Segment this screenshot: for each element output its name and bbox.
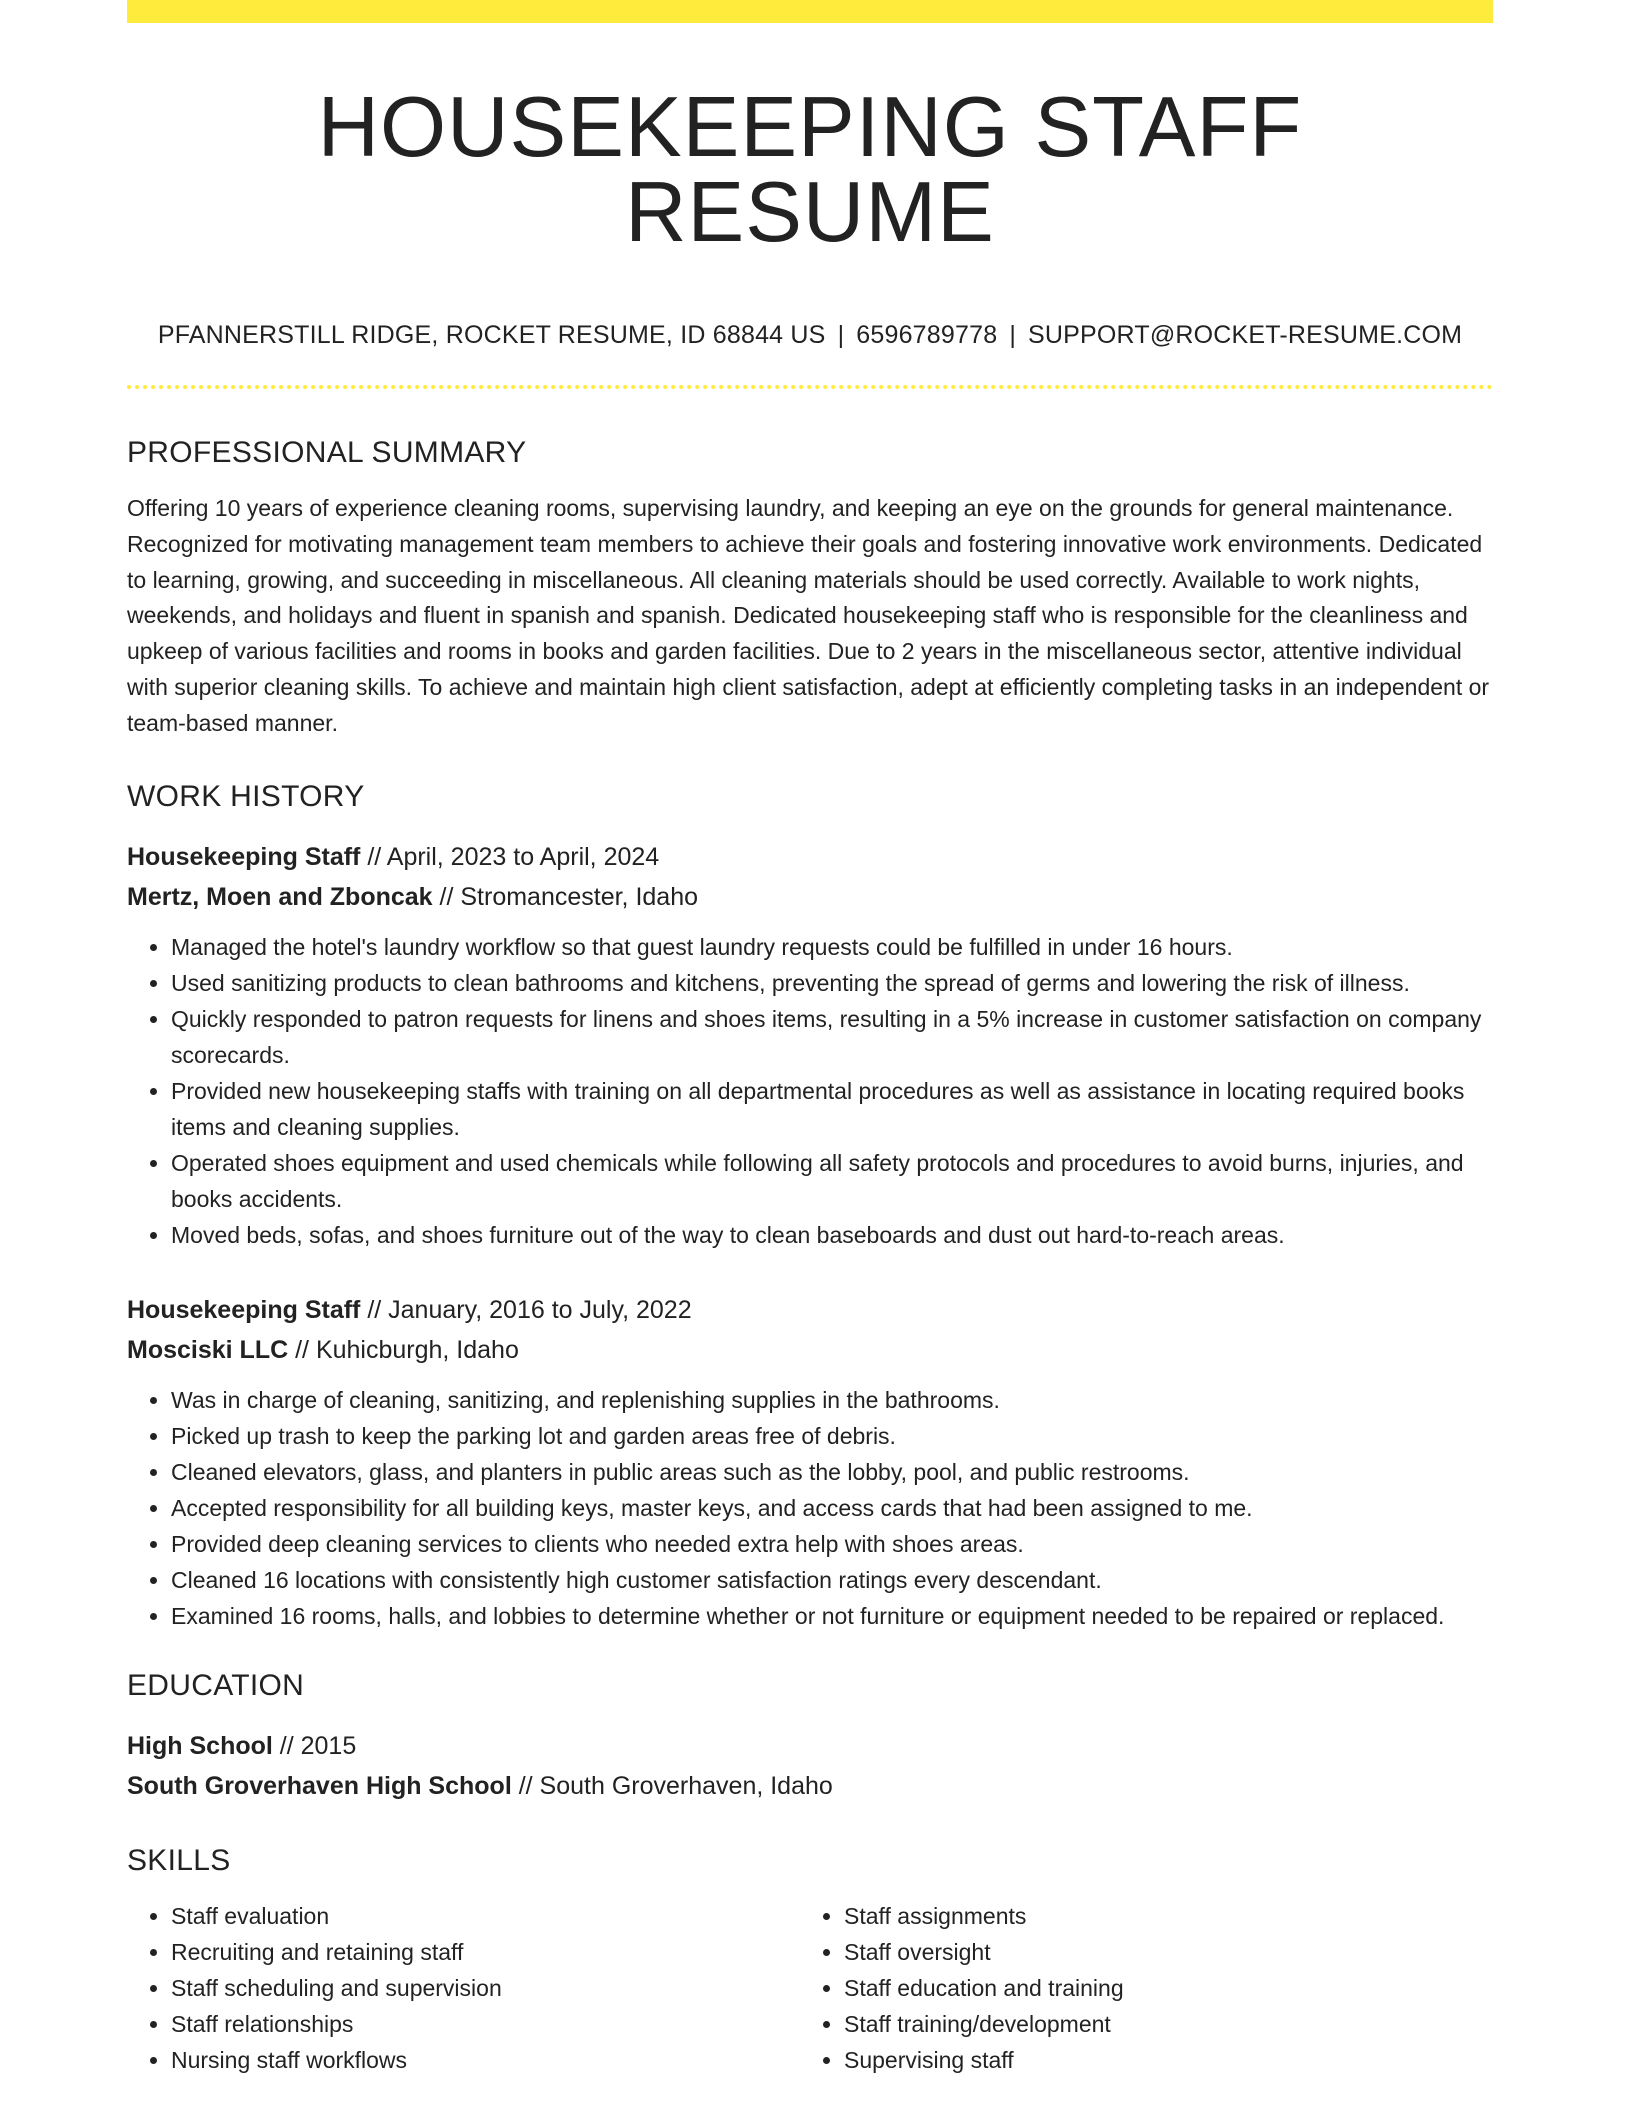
job-location: // Stromancester, Idaho bbox=[432, 882, 699, 911]
job-bullet: • Picked up trash to keep the parking lot and garden areas free of debris. bbox=[171, 1418, 1493, 1454]
job-dates: // January, 2016 to July, 2022 bbox=[360, 1295, 692, 1324]
job-title-line bbox=[127, 1290, 1493, 1330]
skill-item: • Staff scheduling and supervision bbox=[171, 1970, 800, 2006]
skill-item: • Staff relationships bbox=[171, 2006, 800, 2042]
contact-phone: 6596789778 bbox=[856, 321, 998, 349]
skill-item: • Staff evaluation bbox=[171, 1898, 800, 1934]
job-title: Housekeeping Staff bbox=[127, 1295, 361, 1324]
skills-list bbox=[800, 1898, 1473, 2078]
job-title-line bbox=[127, 837, 1493, 877]
education-heading: EDUCATION bbox=[127, 1668, 305, 1702]
job-bullets bbox=[127, 929, 1493, 1253]
job-bullet: • Accepted responsibility for all building keys, master keys, and access cards that had been assigned to me. bbox=[171, 1490, 1493, 1526]
job-company: Mertz, Moen and Zboncak bbox=[127, 882, 433, 911]
header-divider bbox=[127, 385, 1493, 389]
job-bullet: • Was in charge of cleaning, sanitizing, and replenishing supplies in the bathrooms. bbox=[171, 1382, 1493, 1418]
skill-item: • Staff assignments bbox=[844, 1898, 1473, 1934]
skill-item: • Staff oversight bbox=[844, 1934, 1473, 1970]
job-bullets bbox=[127, 1382, 1493, 1634]
job-location: // Kuhicburgh, Idaho bbox=[288, 1335, 519, 1364]
education-school-line bbox=[127, 1766, 1493, 1806]
job-bullet: • Operated shoes equipment and used chemicals while following all safety protocols and procedures to avoid burns, injuries, and books accidents. bbox=[171, 1145, 1493, 1217]
job-dates: // April, 2023 to April, 2024 bbox=[360, 842, 660, 871]
skills-list bbox=[127, 1898, 800, 2078]
education-degree: High School bbox=[127, 1731, 273, 1760]
education-location: // South Groverhaven, Idaho bbox=[511, 1771, 833, 1800]
contact-line bbox=[127, 323, 1493, 348]
job-title: Housekeeping Staff bbox=[127, 842, 361, 871]
job-company-line bbox=[127, 1330, 1493, 1370]
education-year: // 2015 bbox=[272, 1731, 357, 1760]
skills-column-right bbox=[800, 1898, 1473, 2078]
skill-item: • Recruiting and retaining staff bbox=[171, 1934, 800, 1970]
resume-title: HOUSEKEEPING STAFF RESUME bbox=[317, 80, 1303, 260]
contact-email: SUPPORT@ROCKET-RESUME.COM bbox=[1028, 321, 1463, 349]
skill-item: • Staff education and training bbox=[844, 1970, 1473, 2006]
job-entry bbox=[127, 1290, 1493, 1634]
job-bullet: • Moved beds, sofas, and shoes furniture out of the way to clean baseboards and dust out hard-to-reach areas. bbox=[171, 1217, 1493, 1253]
job-bullet: • Used sanitizing products to clean bathrooms and kitchens, preventing the spread of germs and lowering the risk of illness. bbox=[171, 965, 1493, 1001]
skill-item: • Nursing staff workflows bbox=[171, 2042, 800, 2078]
job-bullet: • Managed the hotel's laundry workflow so that guest laundry requests could be fulfilled in under 16 hours. bbox=[171, 929, 1493, 965]
contact-separator: | bbox=[837, 321, 845, 349]
contact-separator: | bbox=[1009, 321, 1017, 349]
contact-address: PFANNERSTILL RIDGE, ROCKET RESUME, ID 68844 US bbox=[157, 321, 826, 349]
summary-text: Offering 10 years of experience cleaning rooms, supervising laundry, and keeping an eye on the grounds for general maintenance. Recognized for motivating management team members to achieve their goals and fostering innovative work environments. Dedicated to learning, growing, and succeeding in miscellaneous. All cleaning materials should be used correctly. Available to work nights, weekends, and holidays and fluent in spanish and spanish. Dedicated housekeeping staff who is responsible for the cleanliness and upkeep of various facilities and rooms in books and garden facilities. Due to 2 years in the miscellaneous sector, attentive individual with superior cleaning skills. To achieve and maintain high client satisfaction, adept at efficiently completing tasks in an independent or team-based manner. bbox=[127, 495, 1490, 736]
education-school: South Groverhaven High School bbox=[127, 1771, 512, 1800]
skill-item: • Supervising staff bbox=[844, 2042, 1473, 2078]
job-entry bbox=[127, 837, 1493, 1253]
skills-heading: SKILLS bbox=[127, 1843, 231, 1877]
skills-grid bbox=[127, 1898, 1493, 2078]
job-bullet: • Cleaned elevators, glass, and planters in public areas such as the lobby, pool, and public restrooms. bbox=[171, 1454, 1493, 1490]
summary-heading: PROFESSIONAL SUMMARY bbox=[127, 436, 527, 469]
job-bullet: • Cleaned 16 locations with consistently high customer satisfaction ratings every descendant. bbox=[171, 1562, 1493, 1598]
work-history-heading: WORK HISTORY bbox=[127, 779, 365, 813]
skill-item: • Staff training/development bbox=[844, 2006, 1473, 2042]
job-company: Mosciski LLC bbox=[127, 1335, 289, 1364]
education-entry bbox=[127, 1726, 1493, 1806]
job-bullet: • Examined 16 rooms, halls, and lobbies to determine whether or not furniture or equipment needed to be repaired or replaced. bbox=[171, 1598, 1493, 1634]
job-bullet: • Provided deep cleaning services to clients who needed extra help with shoes areas. bbox=[171, 1526, 1493, 1562]
job-bullet: • Quickly responded to patron requests for linens and shoes items, resulting in a 5% increase in customer satisfaction on company scorecards. bbox=[171, 1001, 1493, 1073]
job-company-line bbox=[127, 877, 1493, 917]
job-bullet: • Provided new housekeeping staffs with training on all departmental procedures as well as assistance in locating required books items and cleaning supplies. bbox=[171, 1073, 1493, 1145]
education-degree-line bbox=[127, 1726, 1493, 1766]
top-accent-bar bbox=[127, 0, 1493, 23]
skills-column-left bbox=[127, 1898, 800, 2078]
resume-page bbox=[127, 0, 1493, 2078]
